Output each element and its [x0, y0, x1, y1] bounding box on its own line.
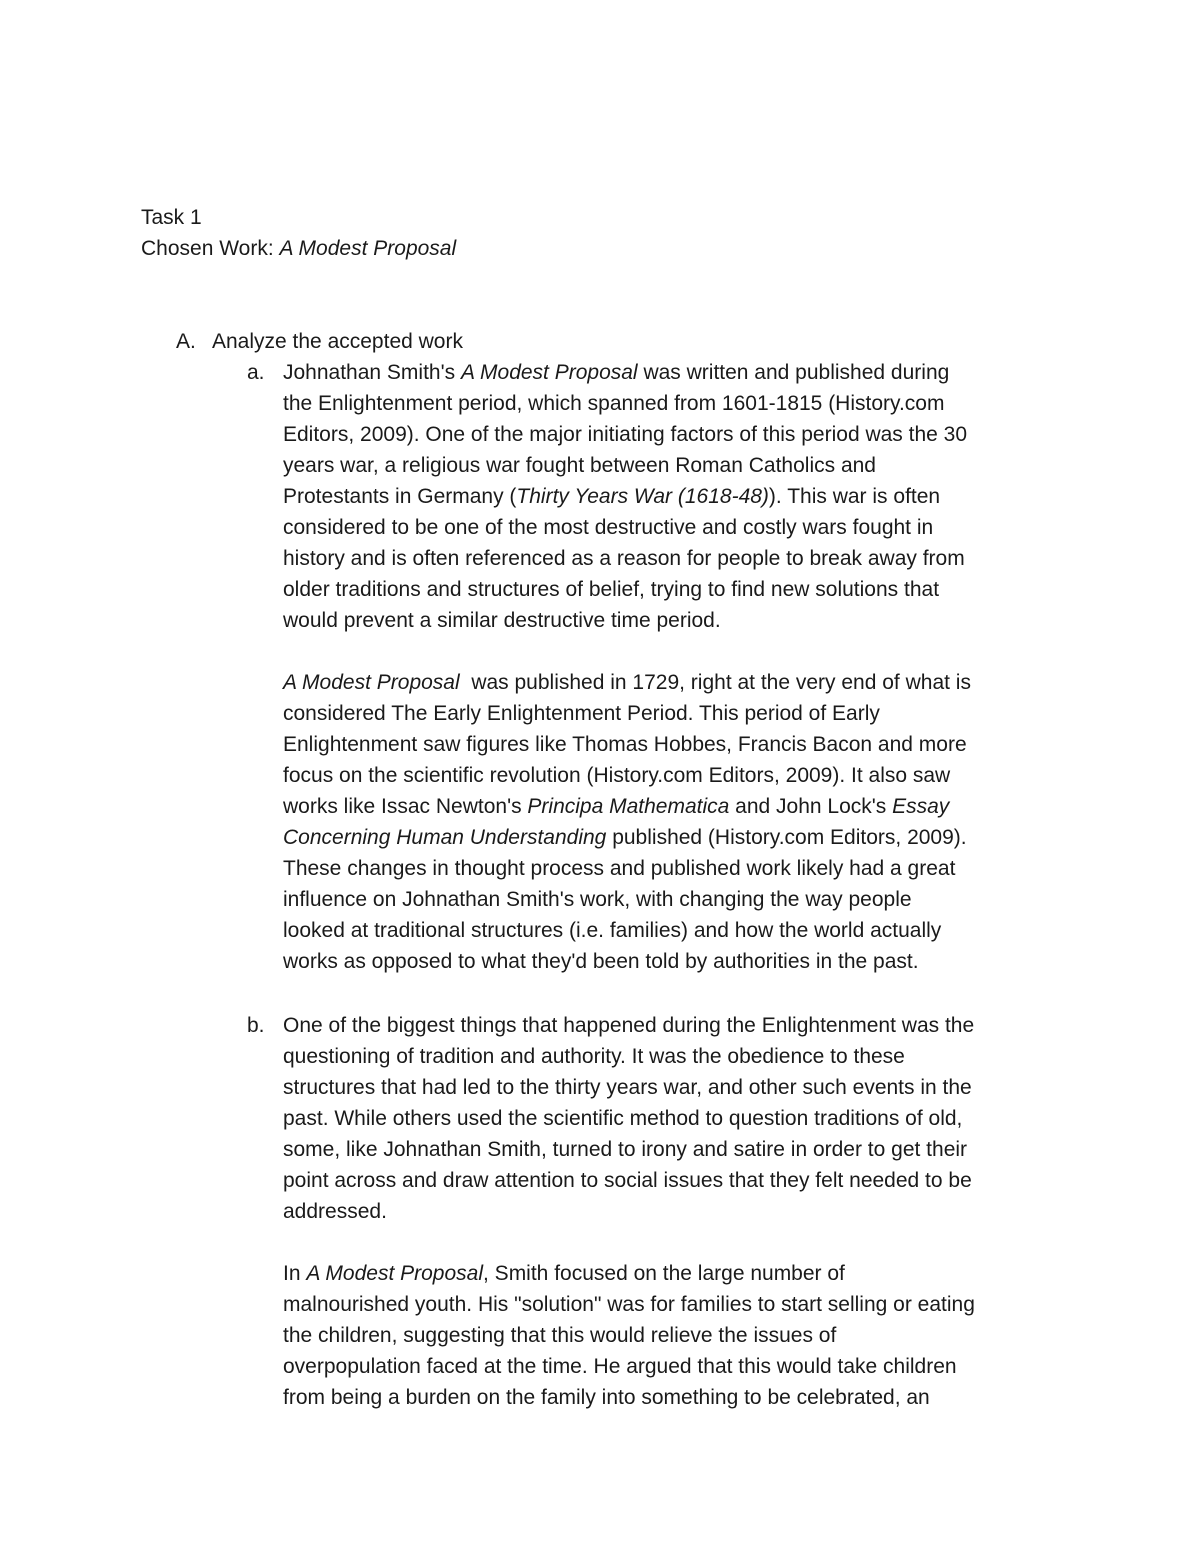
text-line: malnourished youth. His "solution" was for families to start selling or eating [283, 1293, 975, 1316]
italic-title: A Modest Proposal [460, 361, 638, 384]
text-line: considered The Early Enlightenment Period. This period of Early [283, 702, 880, 725]
text-run: published (History.com Editors, 2009). [606, 826, 967, 849]
chosen-work-title: A Modest Proposal [279, 237, 457, 260]
text-run: was written and published during [637, 361, 950, 384]
text-line [283, 667, 1067, 698]
italic-citation: Thirty Years War (1618-48) [516, 485, 769, 508]
chosen-work-label: Chosen Work: [141, 237, 280, 260]
text-line: Enlightenment saw figures like Thomas Hobbes, Francis Bacon and more [283, 733, 967, 756]
text-line [283, 1258, 1067, 1289]
text-line: questioning of tradition and authority. It was the obedience to these [283, 1045, 905, 1068]
text-line: the Enlightenment period, which spanned from 1601-1815 (History.com [283, 392, 945, 415]
text-line: would prevent a similar destructive time period. [283, 609, 721, 632]
text-line: years war, a religious war fought between Roman Catholics and [283, 454, 876, 477]
text-run: Protestants in Germany ( [283, 485, 517, 508]
text-line: overpopulation faced at the time. He argued that this would take children [283, 1355, 957, 1378]
text-line: structures that had led to the thirty years war, and other such events in the [283, 1076, 972, 1099]
text-line: history and is often referenced as a reason for people to break away from [283, 547, 965, 570]
list-item-a-body [283, 357, 1067, 977]
text-line: from being a burden on the family into something to be celebrated, an [283, 1386, 930, 1409]
chosen-work-line [141, 233, 456, 264]
italic-title: A Modest Proposal [306, 1262, 484, 1285]
section-a-marker: A. [176, 330, 196, 353]
list-item-b-body [283, 1010, 1067, 1413]
text-run: ). This war is often [768, 485, 941, 508]
italic-title: A Modest Proposal [283, 671, 460, 694]
text-line: addressed. [283, 1200, 387, 1223]
paragraph [283, 667, 1067, 977]
text-run: Johnathan Smith's [283, 361, 461, 384]
text-line: past. While others used the scientific method to question traditions of old, [283, 1107, 963, 1130]
text-run: was published in 1729, right at the very end of what is [459, 671, 971, 694]
section-a [176, 326, 1076, 357]
text-line: focus on the scientific revolution (History.com Editors, 2009). It also saw [283, 764, 951, 787]
paragraph [283, 1258, 1067, 1413]
list-item-a-marker: a. [247, 361, 265, 384]
text-line: These changes in thought process and published work likely had a great [283, 857, 956, 880]
list-item-b [247, 1010, 1067, 1413]
text-line: Editors, 2009). One of the major initiating factors of this period was the 30 [283, 423, 968, 446]
text-line: looked at traditional structures (i.e. families) and how the world actually [283, 919, 942, 942]
text-line: point across and draw attention to social issues that they felt needed to be [283, 1169, 972, 1192]
text-line [283, 822, 1067, 853]
text-line: some, like Johnathan Smith, turned to irony and satire in order to get their [283, 1138, 968, 1161]
list-item-b-marker: b. [247, 1014, 265, 1037]
text-run: , Smith focused on the large number of [483, 1262, 845, 1285]
text-run: works like Issac Newton's [283, 795, 528, 818]
list-item-a [247, 357, 1067, 977]
text-line [283, 791, 1067, 822]
text-line: considered to be one of the most destructive and costly wars fought in [283, 516, 934, 539]
text-line: older traditions and structures of belief, trying to find new solutions that [283, 578, 940, 601]
italic-title: Concerning Human Understanding [283, 826, 607, 849]
text-line: works as opposed to what they'd been told by authorities in the past. [283, 950, 919, 973]
italic-title: Essay [892, 795, 950, 818]
section-a-heading [176, 326, 1076, 357]
italic-title: Principa Mathematica [527, 795, 730, 818]
text-line [283, 481, 1067, 512]
text-line: One of the biggest things that happened during the Enlightenment was the [283, 1014, 975, 1037]
paragraph [283, 357, 1067, 636]
text-run: and John Lock's [729, 795, 893, 818]
paragraph [283, 1010, 1067, 1227]
task-title: Task 1 [141, 206, 202, 229]
text-line [283, 357, 1067, 388]
text-run: In [283, 1262, 307, 1285]
text-line: influence on Johnathan Smith's work, with changing the way people [283, 888, 912, 911]
text-line: the children, suggesting that this would relieve the issues of [283, 1324, 837, 1347]
section-a-heading-text: Analyze the accepted work [212, 330, 463, 353]
